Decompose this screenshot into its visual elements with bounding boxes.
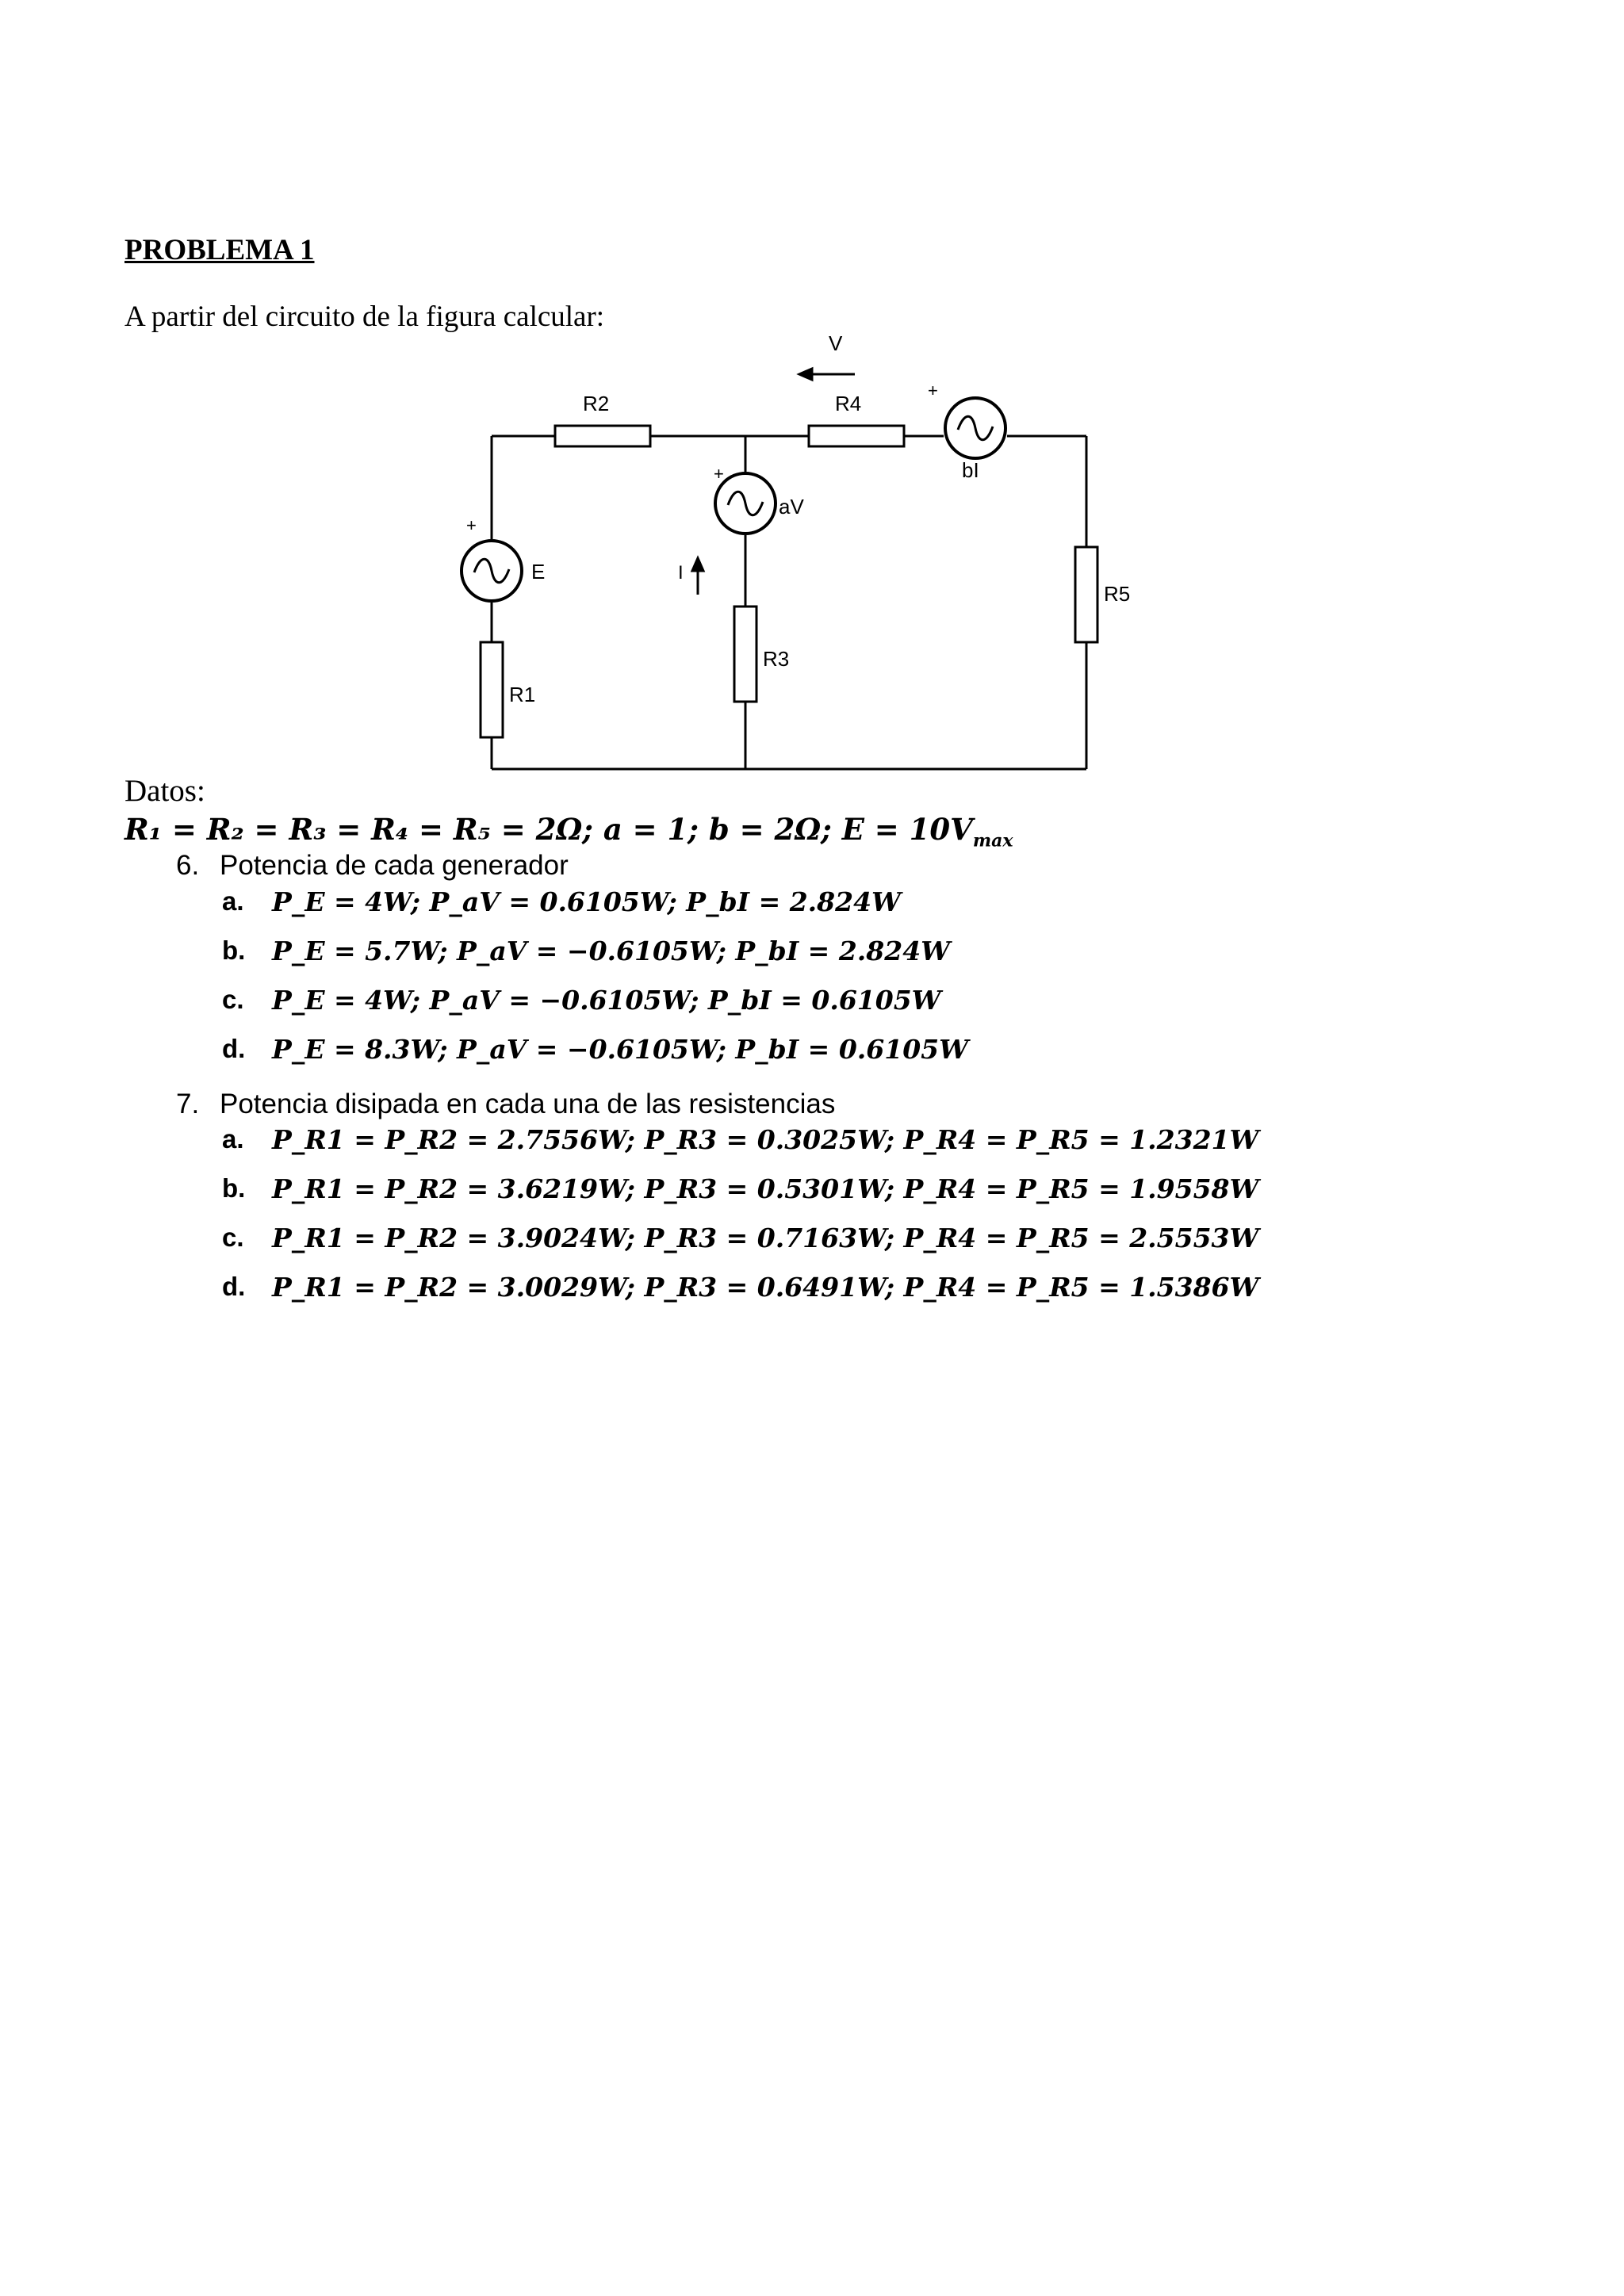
label-r4: R4 [835, 392, 862, 415]
question-6 [176, 850, 569, 882]
label-v: V [829, 331, 843, 355]
label-plus-av: + [714, 464, 724, 484]
resistor-r5 [1075, 547, 1097, 642]
label-av: aV [779, 495, 804, 519]
label-i: I [678, 562, 684, 584]
label-plus-bi: + [928, 381, 938, 400]
resistor-r4 [809, 426, 904, 446]
source-av [715, 473, 776, 534]
source-e [462, 541, 522, 601]
label-r5: R5 [1104, 582, 1131, 606]
question-text: Potencia disipada en cada una de las resistencias [220, 1089, 836, 1119]
label-e: E [531, 560, 546, 584]
question-text: Potencia de cada generador [220, 850, 569, 881]
resistor-r1 [481, 642, 503, 737]
problem-intro: A partir del circuito de la figura calcular: [124, 300, 605, 333]
datos-equation-main: R₁ = R₂ = R₃ = R₄ = R₅ = 2Ω; a = 1; b = 2Ω; E = 10V [124, 812, 973, 847]
label-plus-e: + [466, 515, 477, 535]
label-r3: R3 [763, 647, 790, 671]
question-number: 7. [176, 1089, 200, 1119]
label-bi: bI [962, 458, 979, 482]
resistor-r3 [734, 607, 756, 702]
question-number: 6. [176, 850, 200, 881]
source-bi [945, 398, 1005, 458]
label-r2: R2 [583, 392, 610, 415]
question-7 [176, 1089, 835, 1120]
problem-title: PROBLEMA 1 [124, 234, 315, 266]
datos-equation-sub: max [972, 830, 1013, 851]
datos-equation [124, 812, 1013, 851]
label-r1: R1 [509, 683, 536, 706]
resistor-r2 [555, 426, 650, 446]
datos-label: Datos: [124, 774, 205, 808]
circuit-diagram [420, 317, 1134, 777]
